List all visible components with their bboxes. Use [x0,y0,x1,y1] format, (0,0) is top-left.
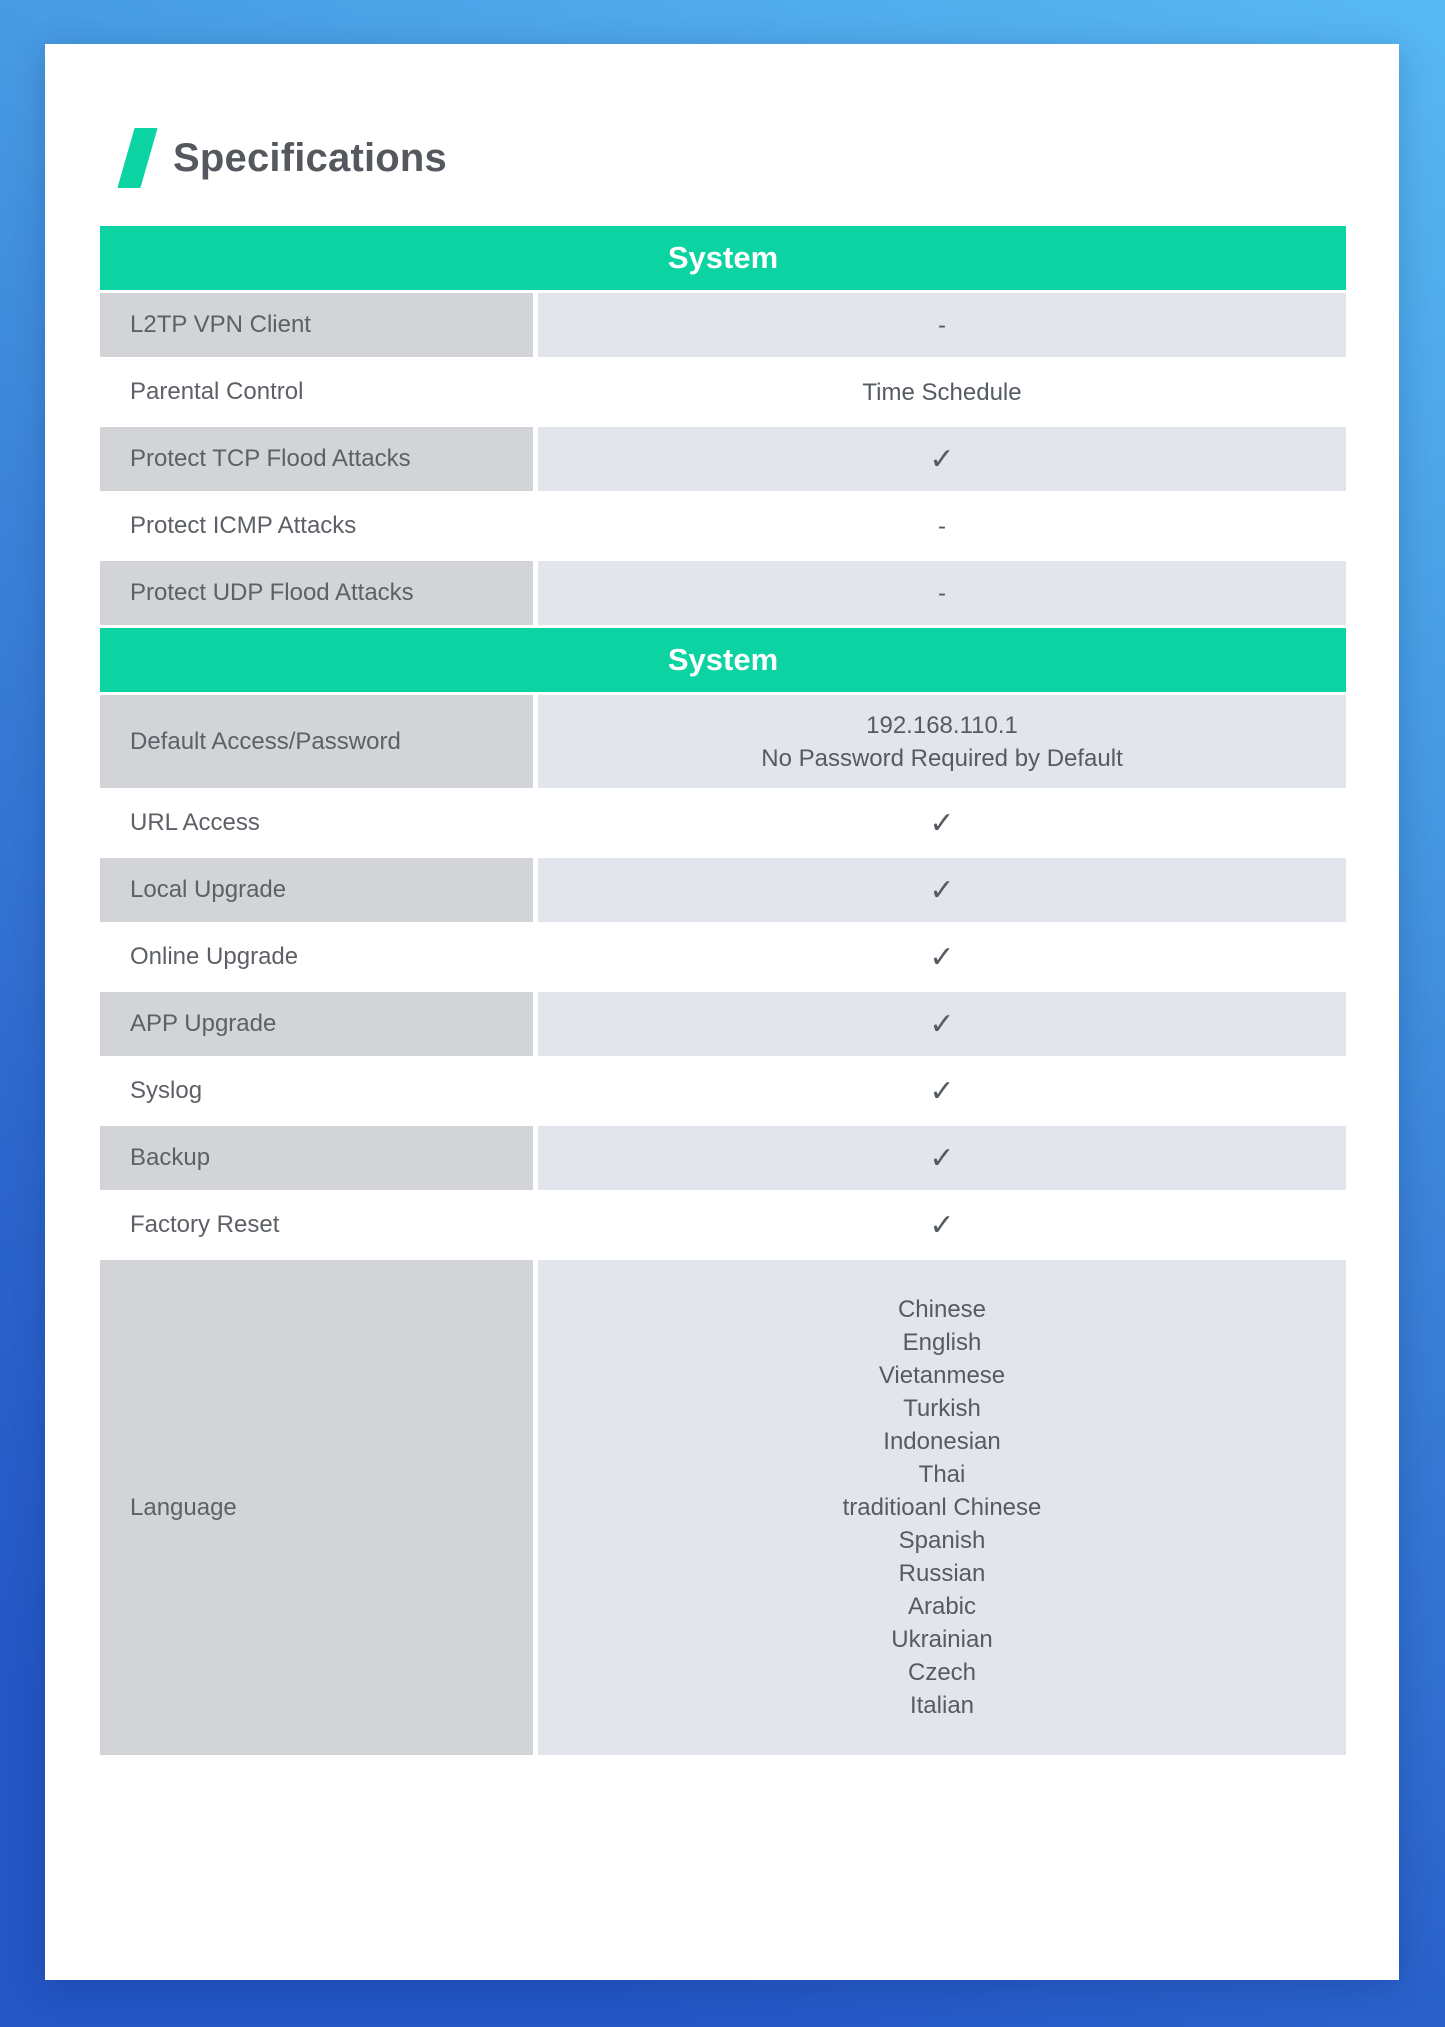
value-line: Russian [898,1560,986,1587]
spec-row [100,1059,1346,1123]
slash-icon [117,128,157,188]
value-line: 192.168.110.1 [866,711,1018,739]
row-label: L2TP VPN Client [100,293,533,357]
title-row [100,128,1346,188]
check-icon: ✓ [929,1073,955,1109]
value-line: Czech [907,1659,977,1686]
spec-tables [100,226,1346,1755]
value-line: traditioanl Chinese [842,1494,1042,1521]
value-line: Arabic [907,1593,977,1620]
check-icon: ✓ [929,441,955,477]
spec-row [100,293,1346,357]
row-value [538,992,1346,1056]
value-text: Time Schedule [862,378,1022,406]
row-label: Backup [100,1126,533,1190]
row-label: Local Upgrade [100,858,533,922]
row-label: Factory Reset [130,1211,280,1238]
page-title: Specifications [173,135,447,180]
row-label: Parental Control [130,378,304,405]
spec-row [100,427,1346,491]
spec-row [100,925,1346,989]
spec-row [100,561,1346,625]
value-line: Ukrainian [891,1626,993,1653]
value-text: - [938,512,946,540]
row-value [538,494,1346,558]
check-icon: ✓ [929,1006,955,1042]
check-icon: ✓ [929,805,955,841]
row-label: Protect UDP Flood Attacks [100,561,533,625]
table-header: System [100,628,1346,692]
row-label: APP Upgrade [100,992,533,1056]
value-text: - [938,579,946,607]
check-icon: ✓ [929,1207,955,1243]
spec-row [100,494,1346,558]
row-value [538,1126,1346,1190]
row-value [538,1260,1346,1755]
spec-row [100,360,1346,424]
spec-row [100,858,1346,922]
value-line: Turkish [903,1395,981,1422]
row-label: URL Access [130,809,260,836]
spec-row [100,992,1346,1056]
check-icon: ✓ [929,939,955,975]
spec-row [100,791,1346,855]
value-line: Indonesian [883,1428,1001,1455]
row-label: Default Access/Password [100,695,533,788]
row-label: Protect ICMP Attacks [130,512,357,539]
check-icon: ✓ [929,1140,955,1176]
spec-card [45,44,1399,1980]
value-line: Vietanmese [878,1362,1006,1389]
spec-row [100,1126,1346,1190]
row-value [538,293,1346,357]
spec-row [100,1260,1346,1755]
check-icon: ✓ [929,872,955,908]
row-label: Language [100,1260,533,1755]
row-value [538,1193,1346,1257]
row-label: Protect TCP Flood Attacks [100,427,533,491]
value-line: Italian [909,1692,975,1719]
value-line: Chinese [897,1296,987,1323]
value-line: No Password Required by Default [761,744,1123,772]
row-value [538,858,1346,922]
table-header: System [100,226,1346,290]
value-line: Thai [918,1461,966,1488]
row-value [538,561,1346,625]
row-value [538,925,1346,989]
value-text: - [938,311,946,339]
row-value [538,1059,1346,1123]
spec-content [45,44,1399,1755]
row-value [538,791,1346,855]
value-line: Spanish [898,1527,986,1554]
row-label: Online Upgrade [130,943,299,970]
row-value [538,695,1346,788]
row-value [538,360,1346,424]
row-label: Syslog [130,1077,203,1104]
spec-row [100,695,1346,788]
row-value [538,427,1346,491]
spec-row [100,1193,1346,1257]
value-line: English [902,1329,982,1356]
